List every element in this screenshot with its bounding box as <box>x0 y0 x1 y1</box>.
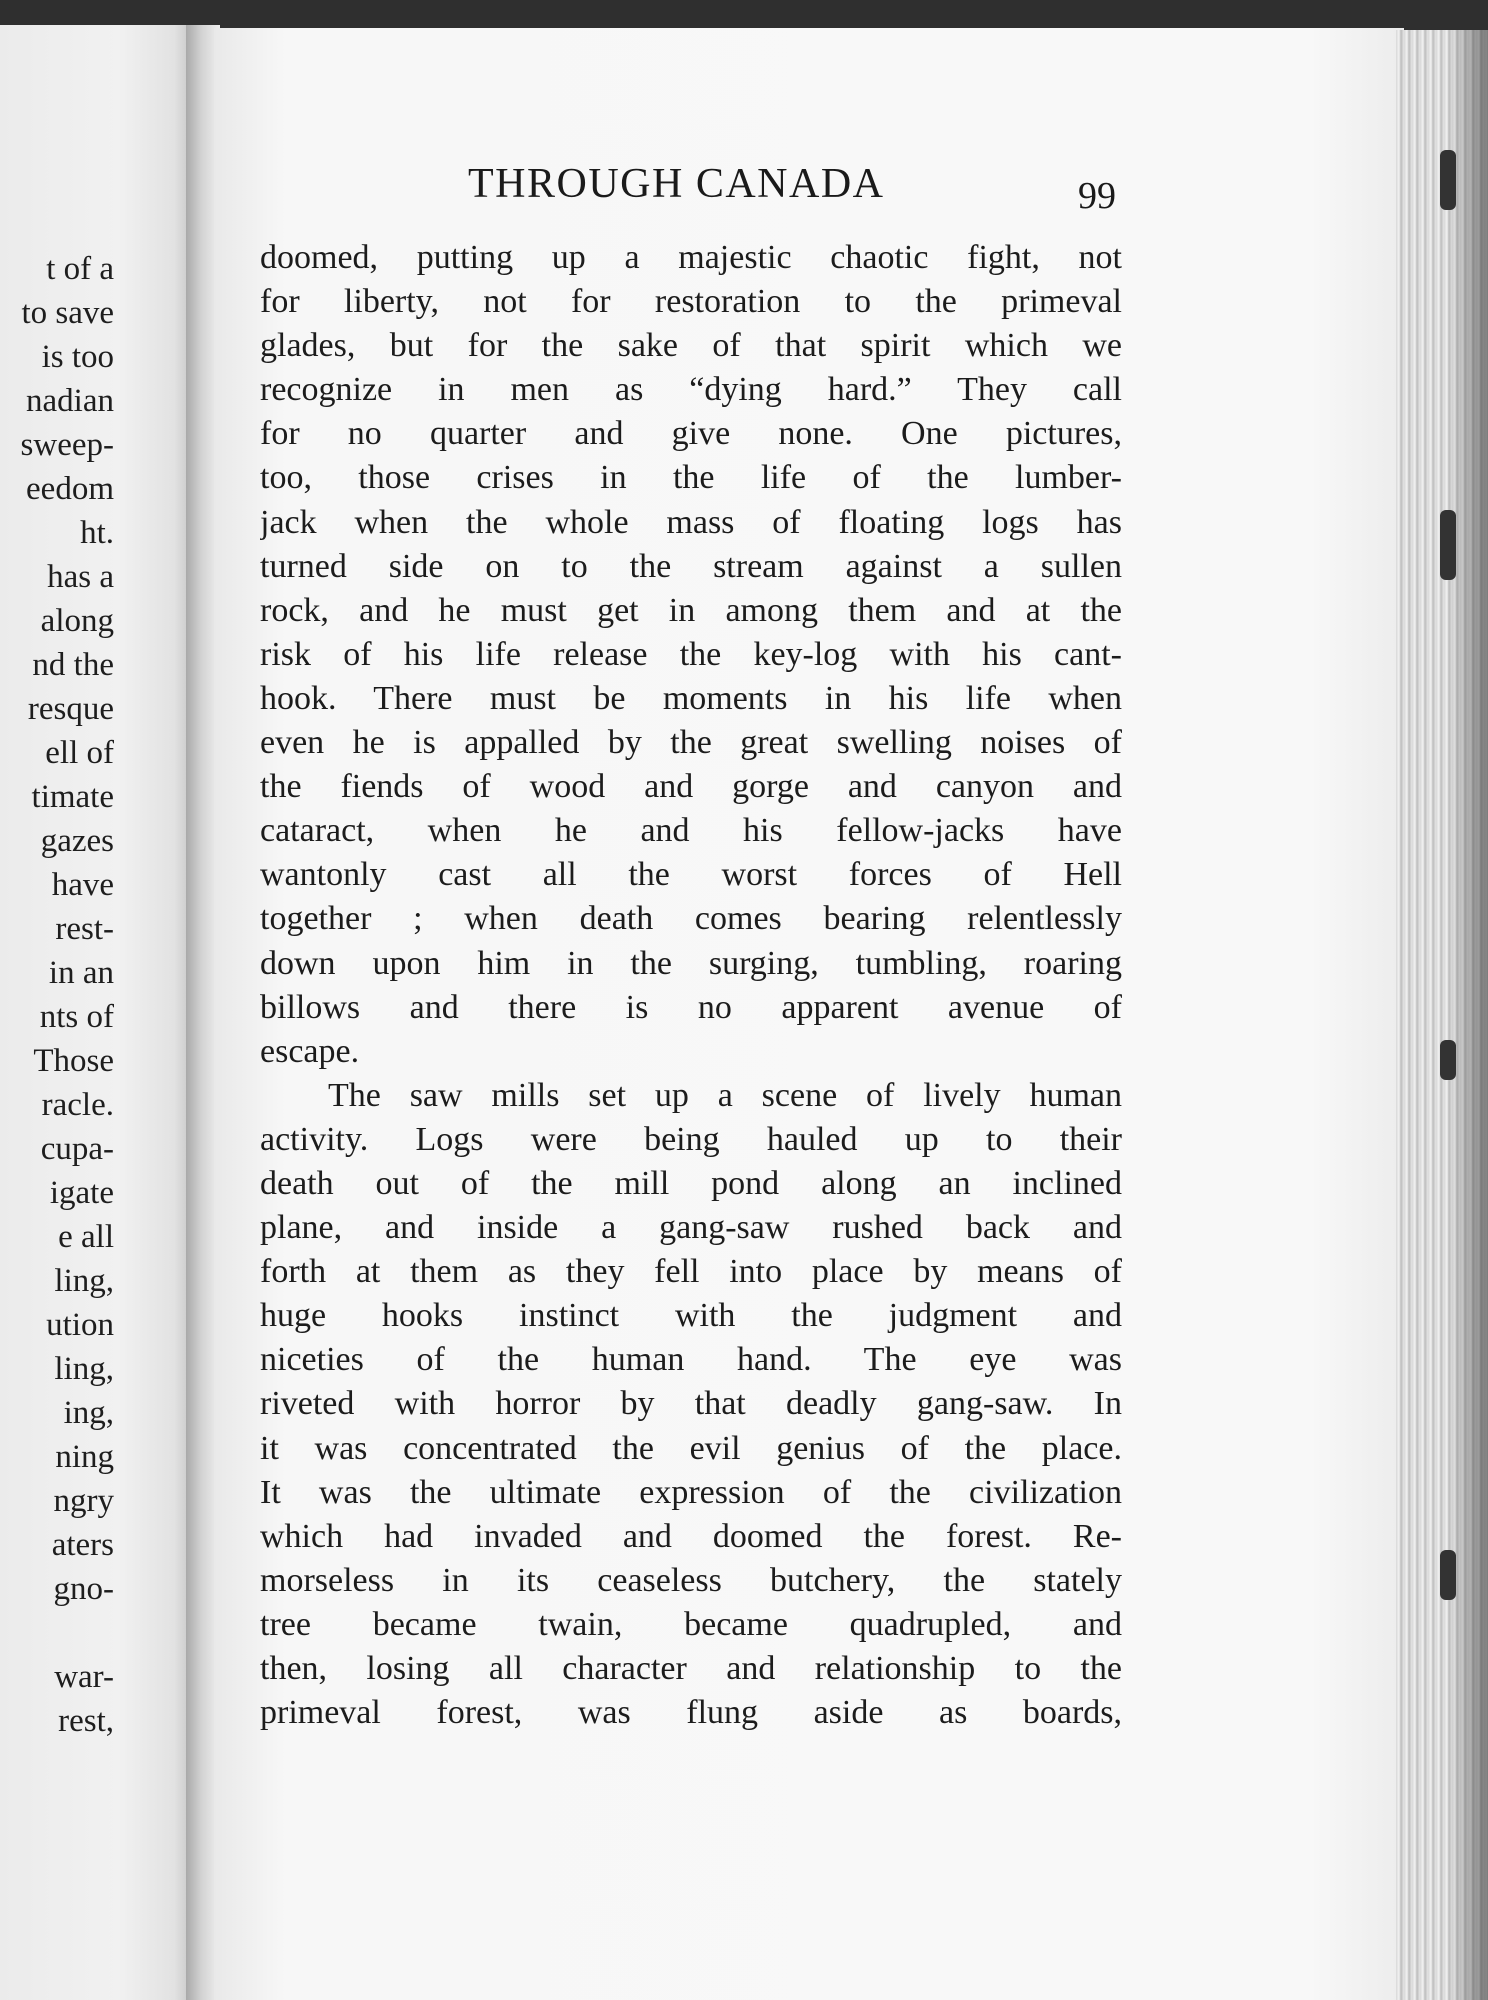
left-page-text <box>0 247 114 1743</box>
text-line: then, losing all character and relationship to the <box>260 1650 1122 1687</box>
left-page <box>0 25 198 2000</box>
left-page-line: have <box>51 867 114 903</box>
text-line: forth at them as they fell into place by means of <box>260 1253 1122 1291</box>
text-line: rock, and he must get in among them and at the <box>260 591 1122 629</box>
left-page-line: rest, <box>58 1703 114 1739</box>
text-line: niceties of the human hand. The eye was <box>260 1341 1122 1379</box>
left-page-line: nts of <box>39 999 114 1035</box>
text-line: for liberty, not for restoration to the primeval <box>260 283 1122 321</box>
left-page-line: eedom <box>26 471 114 507</box>
text-line: tree became twain, became quadrupled, and <box>260 1605 1122 1643</box>
left-page-line: Those <box>33 1043 114 1079</box>
left-page-line: sweep- <box>20 427 114 463</box>
text-line: for no quarter and give none. One pictures, <box>260 415 1122 453</box>
page-edge-mark <box>1440 1550 1456 1600</box>
page-number: 99 <box>1078 175 1116 217</box>
text-line: recognize in men as “dying hard.” They call <box>260 371 1122 409</box>
left-page-line: is too <box>41 339 114 375</box>
left-page-line: t of a <box>46 251 114 287</box>
text-line: glades, but for the sake of that spirit which we <box>260 327 1122 365</box>
left-page-line: resque <box>27 691 114 727</box>
text-line: the fiends of wood and gorge and canyon and <box>260 768 1122 806</box>
left-page-line: nd the <box>32 647 114 683</box>
text-line: morseless in its ceaseless butchery, the stately <box>260 1561 1122 1599</box>
text-line: plane, and inside a gang-saw rushed back and <box>260 1209 1122 1247</box>
text-line: cataract, when he and his fellow-jacks have <box>260 812 1122 850</box>
text-line: wantonly cast all the worst forces of Hell <box>260 856 1122 894</box>
left-page-line: timate <box>31 779 114 815</box>
left-page-line: to save <box>21 295 114 331</box>
text-line: escape. <box>260 1032 360 1070</box>
left-page-line: ution <box>46 1307 114 1343</box>
left-page-line: has a <box>47 559 114 595</box>
text-line: hook. There must be moments in his life when <box>260 679 1122 717</box>
left-page-line <box>0 1611 114 1655</box>
text-line: risk of his life release the key-log with his cant- <box>260 635 1122 673</box>
left-page-line: nadian <box>26 383 114 419</box>
left-page-line: ell of <box>45 735 114 771</box>
text-line: It was the ultimate expression of the civilization <box>260 1473 1122 1511</box>
text-line: even he is appalled by the great swelling noises of <box>260 724 1122 762</box>
text-line: huge hooks instinct with the judgment and <box>260 1297 1122 1335</box>
page-edge-mark <box>1440 150 1456 210</box>
left-page-line: gno- <box>53 1571 114 1607</box>
left-page-line: in an <box>48 955 114 991</box>
text-line: it was concentrated the evil genius of the place. <box>260 1429 1122 1467</box>
text-line: turned side on to the stream against a sullen <box>260 547 1122 585</box>
text-line: which had invaded and doomed the forest. Re- <box>260 1517 1122 1555</box>
left-page-line: racle. <box>41 1087 114 1123</box>
text-line: death out of the mill pond along an inclined <box>260 1164 1122 1202</box>
text-line: primeval forest, was flung aside as boards, <box>260 1694 1122 1732</box>
left-page-line: aters <box>51 1527 114 1563</box>
left-page-line: cupa- <box>40 1131 114 1167</box>
left-page-line: along <box>40 603 114 639</box>
left-page-line: ning <box>55 1439 114 1475</box>
text-line: riveted with horror by that deadly gang-saw. In <box>260 1385 1122 1423</box>
left-page-line: igate <box>49 1175 114 1211</box>
paragraph-first-line: The saw mills set up a scene of lively human <box>328 1076 1122 1114</box>
page-edge-mark <box>1440 1040 1456 1080</box>
left-page-line: gazes <box>40 823 114 859</box>
running-head: THROUGH CANADA <box>468 161 885 207</box>
page-edge-shadow <box>1448 30 1488 2000</box>
text-line: activity. Logs were being hauled up to their <box>260 1120 1122 1158</box>
text-line: jack when the whole mass of floating logs has <box>260 503 1122 541</box>
page-edge-mark <box>1440 510 1456 580</box>
text-line: down upon him in the surging, tumbling, roaring <box>260 944 1122 982</box>
text-line: together ; when death comes bearing relentlessly <box>260 900 1122 938</box>
left-page-line: war- <box>54 1659 114 1695</box>
left-page-line: ing, <box>63 1395 114 1431</box>
left-page-line: e all <box>58 1219 114 1255</box>
left-page-line: ling, <box>54 1263 114 1299</box>
left-page-line: ht. <box>80 515 114 551</box>
left-page-line: ngry <box>53 1483 114 1519</box>
left-page-line: ling, <box>54 1351 114 1387</box>
text-line: billows and there is no apparent avenue of <box>260 988 1122 1026</box>
left-page-line: rest- <box>55 911 114 947</box>
text-line: too, those crises in the life of the lumber- <box>260 459 1122 497</box>
page-body-text <box>260 236 1122 1735</box>
text-line: doomed, putting up a majestic chaotic fight, not <box>260 239 1122 276</box>
